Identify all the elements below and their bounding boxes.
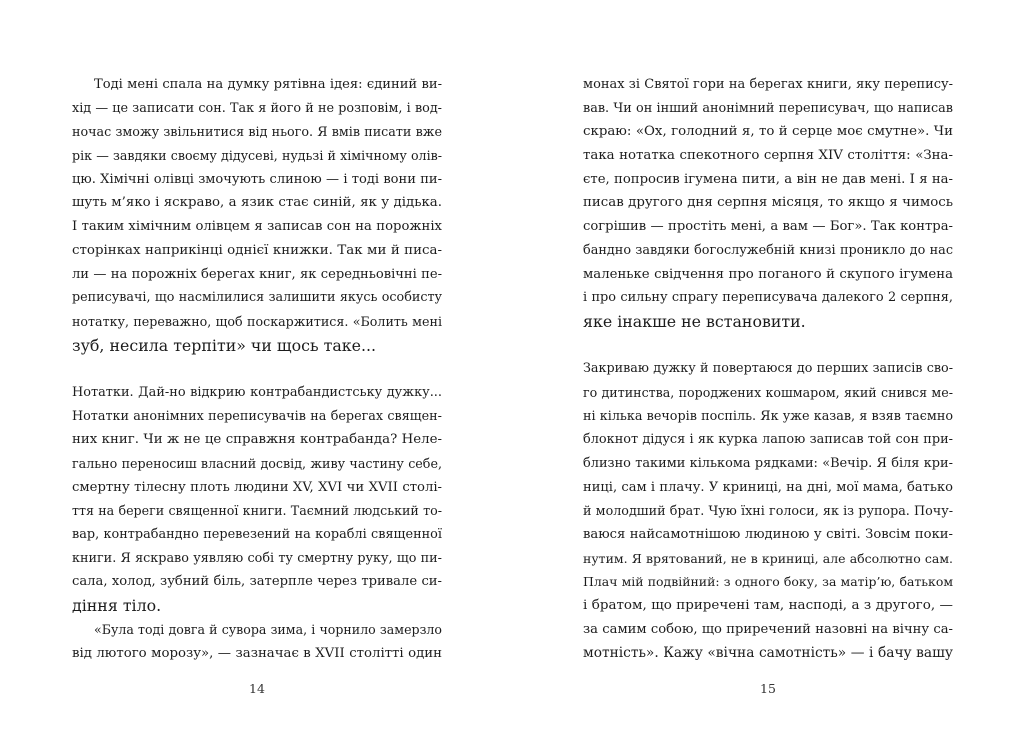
text-line: ли — на порожніх берегах книг, як середньовічні пе- — [72, 266, 442, 282]
text-line: близно такими кількома рядками: «Вечір. Я біля кри- — [583, 456, 953, 471]
text-line: рік — завдяки своєму дідусеві, нудьзі й хімічному олів- — [72, 148, 442, 164]
text-line: Нотатки анонімних переписувачів на берегах священ- — [72, 408, 442, 424]
text-line: вав. Чи он інший анонімний переписувач, що написав — [583, 100, 953, 116]
text-line: єте, попросив ігумена пити, а він не дав мені. І я на- — [583, 171, 953, 187]
text-line: від лютого морозу», — зазначає в XVII столітті один — [72, 645, 442, 661]
right-page-text — [583, 73, 953, 665]
text-line: ття на береги священної книги. Таємний людський то- — [72, 503, 442, 519]
text-line: цю. Хімічні олівці змочують слиною — і тоді вони пи- — [72, 171, 442, 187]
text-line: І таким хімічним олівцем я записав сон на порожніх — [72, 219, 442, 235]
text-line: нутим. Я врятований, не в криниці, але абсолютно сам. — [583, 550, 953, 566]
text-line: сторінках наприкінці однієї книжки. Так ми й писа- — [72, 242, 442, 258]
text-line: маленьке свідчення про поганого й скупого ігумена — [583, 266, 953, 282]
text-line: смертну тілесну плоть людини XV, XVI чи XVII столі- — [72, 479, 442, 495]
text-line: ниці, сам і плачу. У криниці, на дні, мої мама, батько — [583, 479, 953, 495]
text-line: діння тіло. — [72, 596, 162, 616]
text-line: гально переносиш власний досвід, живу частину себе, — [72, 456, 442, 471]
text-line: Нотатки. Дай-но відкрию контрабандистську дужку... — [72, 384, 442, 400]
text-line: хід — це записати сон. Так я його й не розповім, і вод- — [72, 100, 442, 116]
text-line: ночас зможу звільнитися від нього. Я вмів писати вже — [72, 124, 442, 140]
text-line: книги. Я яскраво уявляю собі ту смертну руку, що пи- — [72, 550, 442, 566]
paragraph-gap — [583, 334, 953, 358]
text-line: них книг. Чи ж не це справжня контрабанда? Неле- — [72, 432, 442, 448]
text-line: писав другого дня серпня місяця, то якщо я чимось — [583, 195, 953, 211]
text-line: нотатку, переважно, щоб поскаржитися. «Болить мені — [72, 313, 442, 329]
text-line: Закриваю дужку й повертаюся до перших записів сво- — [583, 361, 953, 377]
text-line: согрішив — простіть мені, а вам — Бог». Так контра- — [583, 219, 953, 235]
text-line: за самим собою, що приречений назовні на вічну са- — [583, 621, 953, 637]
text-line: ні кілька вечорів поспіль. Як уже казав, я взяв таємно — [583, 408, 953, 424]
text-line: така нотатка спекотного серпня XIV століття: «Зна- — [583, 148, 953, 164]
text-line: сала, холод, зубний біль, затерпле через тривале си- — [72, 574, 442, 590]
text-line: скраю: «Ох, голодний я, то й серце моє смутне». Чи — [583, 124, 953, 140]
text-line: го дитинства, породжених кошмаром, який снився ме- — [583, 384, 953, 400]
right-page — [583, 0, 953, 752]
paragraph-gap — [72, 357, 442, 381]
text-line: «Була тоді довга й сувора зима, і чорнило замерзло — [94, 621, 442, 637]
text-line: реписувачі, що насмілилися залишити якусь особисту — [72, 290, 442, 306]
text-line: ваюся найсамотнішою людиною у світі. Зовсім поки- — [583, 527, 953, 543]
text-line: блокнот дідуся і як курка лапою записав той сон при- — [583, 432, 953, 448]
left-page — [72, 0, 442, 752]
text-line: вар, контрабандно перевезений на кораблі священної — [72, 527, 442, 543]
text-line: монах зі Святої гори на берегах книги, яку перепису- — [583, 77, 953, 92]
text-line: Плач мій подвійний: з одного боку, за матір’ю, батьком — [583, 574, 953, 590]
text-line: Тоді мені спала на думку рятівна ідея: єдиний ви- — [94, 77, 442, 92]
page-number-right: 15 — [760, 681, 776, 696]
text-line: і про сильну спрагу переписувача далекого 2 серпня, — [583, 290, 953, 306]
page-number-left: 14 — [249, 681, 265, 696]
text-line: бандно завдяки богослужебній книзі проникло до нас — [583, 242, 953, 258]
text-line: яке інакше не встановити. — [583, 311, 806, 331]
text-line: зуб, несила терпіти» чи щось таке... — [72, 335, 377, 355]
text-line: й молодший брат. Чую їхні голоси, як із рупора. Почу- — [583, 503, 953, 519]
left-page-text — [72, 73, 442, 665]
text-line: мотність». Кажу «вічна самотність» — і бачу вашу — [583, 644, 953, 661]
text-line: і братом, що приречені там, насподі, а з другого, — — [583, 598, 953, 614]
text-line: шуть м’яко і яскраво, а язик стає синій, як у дідька. — [72, 195, 442, 211]
